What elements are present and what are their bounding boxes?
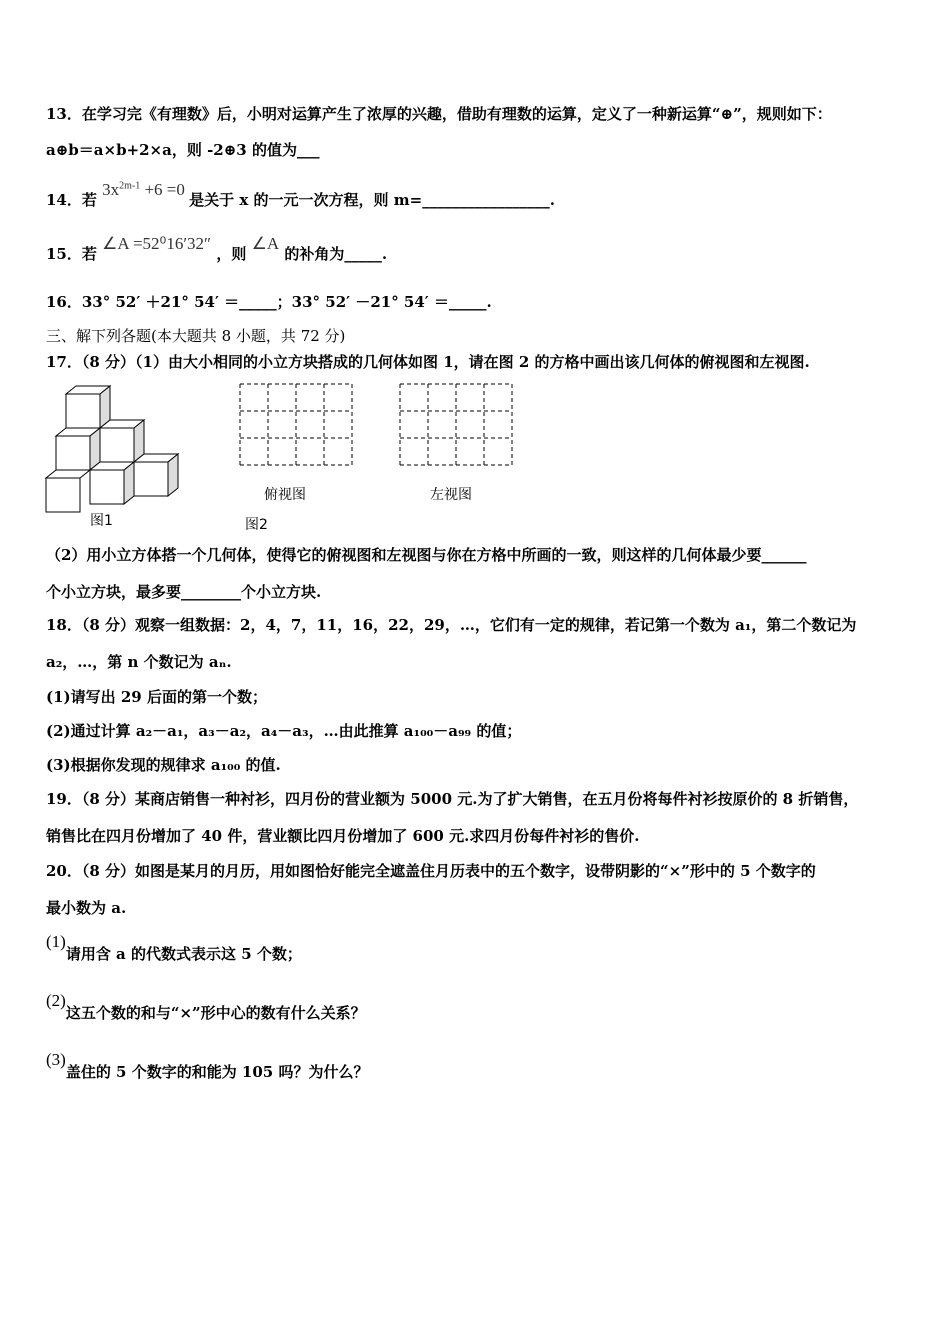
section-3-title: 三、解下列各题(本大题共 8 小题，共 72 分) xyxy=(46,327,346,345)
q14-formula xyxy=(102,180,189,199)
q19-line2: 销售比在四月份增加了 40 件，营业额比四月份增加了 600 元.求四月份每件衬衫的售价. xyxy=(46,827,640,845)
figure-1-cubes xyxy=(44,382,184,514)
cube xyxy=(46,470,90,512)
q18-line2: a₂，…，第 n 个数记为 aₙ. xyxy=(46,653,232,671)
q20-line1: 20．（8 分）如图是某月的月历，用如图恰好能完全遮盖住月历表中的五个数字，设带阴影的“×”形中的 5 个数字的 xyxy=(46,862,816,880)
q20-sub2 xyxy=(46,993,366,1023)
q16: 16．33° 52′ ＋21° 54′ ＝_____；33° 52′ －21° 54′ ＝_____. xyxy=(46,293,492,311)
q20-sub2-number: (2) xyxy=(46,991,66,1010)
q20-sub1-number: (1) xyxy=(46,932,66,951)
q20-line2: 最小数为 a. xyxy=(46,899,127,917)
q18-sub1: (1)请写出 29 后面的第一个数； xyxy=(46,688,267,706)
q17-part2-line2: 个小立方块，最多要________个小立方块. xyxy=(46,583,322,601)
q20-sub1-text: 请用含 a 的代数式表示这 5 个数； xyxy=(65,945,302,963)
q15-mid: ，则 xyxy=(216,245,247,263)
q14-formula-tail: +6 =0 xyxy=(144,179,185,199)
q18-line1: 18．（8 分）观察一组数据：2，4，7，11，16，22，29，…，它们有一定的规律，若记第一个数为 a₁，第二个数记为 xyxy=(46,616,857,634)
q20-sub3-text: 盖住的 5 个数字的和能为 105 吗？为什么？ xyxy=(65,1063,369,1081)
cube xyxy=(56,428,100,470)
q15-suffix: 的补角为_____. xyxy=(284,245,388,263)
cube xyxy=(100,420,144,462)
left-view-grid[interactable] xyxy=(398,382,514,468)
q14-exponent: 2m-1 xyxy=(119,180,141,191)
left-view-caption: 左视图 xyxy=(430,487,472,503)
q17-part2-line1: （2）用小立方体搭一个几何体，使得它的俯视图和左视图与你在方格中所画的一致，则这样的几何体最少要______ xyxy=(46,546,807,564)
q19-line1: 19．（8 分）某商店销售一种衬衫，四月份的营业额为 5000 元.为了扩大销售，在五月份将每件衬衫按原价的 8 折销售， xyxy=(46,790,859,808)
figure-2-caption: 图2 xyxy=(245,517,268,533)
q17-line1: 17．（8 分）（1）由大小相同的小立方块搭成的几何体如图 1，请在图 2 的方格中画出该几何体的俯视图和左视图. xyxy=(46,353,810,371)
q18-sub2: (2)通过计算 a₂－a₁，a₃－a₂，a₄－a₃，…由此推算 a₁₀₀－a₉₉ 的值； xyxy=(46,722,522,740)
q13-line2: a⊕b＝a×b+2×a，则 -2⊕3 的值为___ xyxy=(46,141,320,159)
q20-sub3-number: (3) xyxy=(46,1050,66,1069)
top-view-caption: 俯视图 xyxy=(264,487,306,503)
top-view-grid[interactable] xyxy=(238,382,354,468)
q20-sub3 xyxy=(46,1052,368,1082)
q14-formula-base: 3x xyxy=(102,179,120,199)
q15-prefix: 15．若 xyxy=(46,245,97,263)
q20-sub1 xyxy=(46,934,302,964)
q15-formula: ∠A =52⁰16′32″ xyxy=(102,234,212,253)
q13-line1: 13．在学习完《有理数》后，小明对运算产生了浓厚的兴趣，借助有理数的运算，定义了一种新运算“⊕”，规则如下： xyxy=(46,105,832,123)
q18-sub3: (3)根据你发现的规律求 a₁₀₀ 的值. xyxy=(46,756,281,774)
cube xyxy=(90,462,134,504)
cube xyxy=(66,386,110,428)
q15-angle: ∠A xyxy=(251,234,280,253)
cube xyxy=(134,454,178,496)
q14 xyxy=(46,178,555,208)
q15 xyxy=(46,236,387,266)
q14-suffix: 是关于 x 的一元一次方程，则 m=_________________. xyxy=(189,190,555,209)
q20-sub2-text: 这五个数的和与“×”形中心的数有什么关系？ xyxy=(65,1004,366,1022)
figure-1-caption: 图1 xyxy=(90,513,113,529)
q14-prefix: 14．若 xyxy=(46,190,97,209)
